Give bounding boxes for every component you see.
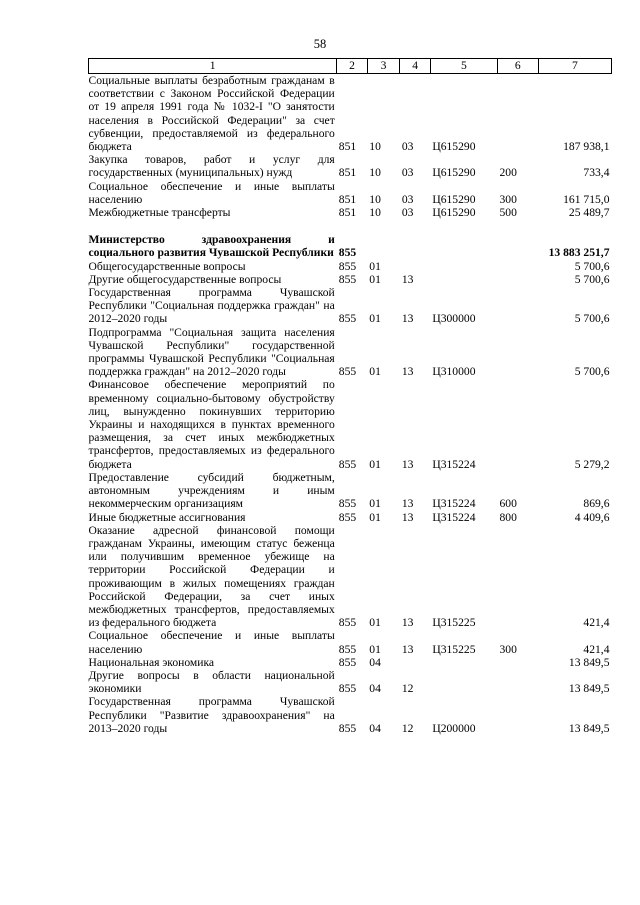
subsection-code: 03 bbox=[401, 192, 414, 206]
section-code: 04 bbox=[369, 655, 381, 669]
row-title: Иные бюджетные ассигнования bbox=[88, 510, 246, 524]
section-code: 10 bbox=[369, 166, 381, 180]
amount: 161 715,0 bbox=[563, 192, 610, 206]
expense-type-code: 800 bbox=[499, 510, 517, 524]
ministry-code: 851 bbox=[338, 206, 357, 220]
row-title: Другие вопросы в области национальной экономики bbox=[88, 668, 335, 696]
amount: 869,6 bbox=[583, 497, 610, 511]
amount: 421,4 bbox=[583, 642, 610, 656]
amount: 13 883 251,7 bbox=[548, 246, 610, 260]
subsection-code bbox=[400, 260, 431, 273]
amount: 13 849,5 bbox=[568, 721, 610, 735]
column-header: 7 bbox=[538, 59, 611, 74]
table-row bbox=[89, 511, 612, 524]
ministry-code: 855 bbox=[338, 682, 357, 696]
ministry-code: 855 bbox=[338, 272, 357, 286]
table-row bbox=[89, 629, 612, 655]
target-article-code: Ц615290 bbox=[432, 192, 476, 206]
target-article-code: Ц200000 bbox=[432, 721, 476, 735]
target-article-code bbox=[430, 669, 497, 695]
ministry-code: 855 bbox=[338, 655, 357, 669]
amount: 13 849,5 bbox=[568, 655, 610, 669]
expense-type-code: 300 bbox=[499, 192, 517, 206]
expense-type-code bbox=[497, 524, 538, 630]
subsection-code bbox=[400, 656, 431, 669]
target-article-code bbox=[430, 260, 497, 273]
amount: 25 489,7 bbox=[568, 206, 610, 220]
section-code: 01 bbox=[369, 312, 381, 326]
budget-table bbox=[88, 58, 612, 735]
subsection-code: 13 bbox=[401, 312, 414, 326]
table-row bbox=[89, 233, 612, 259]
section-code: 04 bbox=[369, 682, 381, 696]
target-article-code: Ц315225 bbox=[432, 642, 476, 656]
table-row bbox=[89, 669, 612, 695]
row-title: Оказание адресной финансовой помощи гражданам Украины, имеющим статус беженца или получившим временное убежище на территории Российской Федерации и проживающим в жилых помещениях граждан Российской Федерации, за счет иных межбюджетных трансфертов, предоставляемых из федерального бюджета bbox=[88, 523, 335, 630]
expense-type-code bbox=[497, 378, 538, 470]
subsection-code: 12 bbox=[401, 682, 414, 696]
expense-type-code: 500 bbox=[499, 206, 517, 220]
ministry-code: 851 bbox=[338, 192, 357, 206]
expense-type-code bbox=[497, 233, 538, 259]
page-number: 58 bbox=[313, 37, 327, 51]
target-article-code: Ц315224 bbox=[432, 497, 476, 511]
subsection-code: 13 bbox=[401, 272, 414, 286]
table-body bbox=[89, 74, 612, 735]
table-row bbox=[89, 153, 612, 179]
row-title: Финансовое обеспечение мероприятий по временному социально-бытовому обустройству лиц, вынужденно покинувших территорию Украины и находящихся в пунктах временного размещения, за счет иных межбюджетных трансфертов, предоставляемых из федерального бюджета bbox=[88, 378, 335, 471]
target-article-code: Ц315224 bbox=[432, 510, 476, 524]
section-code: 01 bbox=[369, 365, 381, 379]
ministry-code: 855 bbox=[338, 497, 357, 511]
subsection-code: 03 bbox=[401, 140, 414, 154]
section-code: 01 bbox=[369, 616, 381, 630]
ministry-code: 851 bbox=[338, 166, 357, 180]
expense-type-code bbox=[497, 326, 538, 379]
subsection-code: 13 bbox=[401, 365, 414, 379]
subsection-code: 13 bbox=[401, 616, 414, 630]
column-header: 2 bbox=[337, 59, 368, 74]
table-row bbox=[89, 286, 612, 326]
table-row bbox=[89, 656, 612, 669]
table-row bbox=[89, 180, 612, 206]
amount: 5 700,6 bbox=[574, 312, 610, 326]
target-article-code: Ц300000 bbox=[432, 312, 476, 326]
ministry-code: 855 bbox=[338, 642, 357, 656]
target-article-code: Ц615290 bbox=[432, 140, 476, 154]
row-title: Другие общегосударственные вопросы bbox=[88, 272, 282, 286]
table-row bbox=[89, 471, 612, 511]
column-header: 3 bbox=[367, 59, 400, 74]
subsection-code: 13 bbox=[401, 642, 414, 656]
section-code: 04 bbox=[369, 721, 381, 735]
amount: 5 279,2 bbox=[574, 457, 610, 471]
ministry-code: 855 bbox=[338, 365, 357, 379]
section-code: 01 bbox=[369, 272, 381, 286]
target-article-code: Ц615290 bbox=[432, 166, 476, 180]
row-title: Национальная экономика bbox=[88, 655, 215, 669]
expense-type-code bbox=[497, 260, 538, 273]
target-article-code: Ц615290 bbox=[432, 206, 476, 220]
expense-type-code bbox=[497, 273, 538, 286]
ministry-code: 855 bbox=[338, 259, 357, 273]
subsection-code: 03 bbox=[401, 206, 414, 220]
column-header: 6 bbox=[497, 59, 538, 74]
table-row bbox=[89, 273, 612, 286]
table-row bbox=[89, 378, 612, 470]
expense-type-code bbox=[497, 669, 538, 695]
expense-type-code bbox=[497, 74, 538, 154]
expense-type-code bbox=[497, 695, 538, 735]
ministry-code: 855 bbox=[338, 616, 357, 630]
amount: 4 409,6 bbox=[574, 510, 610, 524]
section-code: 01 bbox=[369, 642, 381, 656]
amount: 733,4 bbox=[583, 166, 610, 180]
subsection-code: 13 bbox=[401, 457, 414, 471]
amount: 13 849,5 bbox=[568, 682, 610, 696]
row-title: Общегосударственные вопросы bbox=[88, 259, 246, 273]
row-title: Предоставление субсидий бюджетным, автономным учреждениям и иным некоммерческим организациям bbox=[88, 470, 335, 511]
expense-type-code: 600 bbox=[499, 497, 517, 511]
amount: 5 700,6 bbox=[574, 259, 610, 273]
subsection-code: 12 bbox=[401, 721, 414, 735]
row-title: Министерство здравоохранения и социального развития Чувашской Республики bbox=[88, 233, 335, 260]
table-header-row bbox=[89, 59, 612, 74]
row-title: Закупка товаров, работ и услуг для государственных (муниципальных) нужд bbox=[88, 153, 335, 180]
section-code: 10 bbox=[369, 192, 381, 206]
section-code: 01 bbox=[369, 510, 381, 524]
spacer-cell bbox=[89, 219, 612, 233]
target-article-code: Ц315225 bbox=[432, 616, 476, 630]
section-code: 01 bbox=[369, 457, 381, 471]
ministry-code: 855 bbox=[338, 510, 357, 524]
column-header: 4 bbox=[400, 59, 431, 74]
target-article-code bbox=[430, 273, 497, 286]
table-row bbox=[89, 260, 612, 273]
subsection-code bbox=[400, 233, 431, 259]
table-row bbox=[89, 524, 612, 630]
row-title: Социальное обеспечение и иные выплаты населению bbox=[88, 179, 335, 206]
section-code: 10 bbox=[369, 206, 381, 220]
table-row bbox=[89, 74, 612, 154]
amount: 5 700,6 bbox=[574, 272, 610, 286]
table-row bbox=[89, 695, 612, 735]
column-header: 5 bbox=[430, 59, 497, 74]
amount: 421,4 bbox=[583, 616, 610, 630]
row-title: Социальное обеспечение и иные выплаты населению bbox=[88, 629, 335, 656]
section-code: 01 bbox=[369, 259, 381, 273]
expense-type-code: 200 bbox=[499, 166, 517, 180]
expense-type-code bbox=[497, 286, 538, 326]
ministry-code: 855 bbox=[338, 721, 357, 735]
ministry-code: 851 bbox=[338, 140, 357, 154]
subsection-code: 13 bbox=[401, 510, 414, 524]
target-article-code bbox=[430, 233, 497, 259]
subsection-code: 03 bbox=[401, 166, 414, 180]
subsection-code: 13 bbox=[401, 497, 414, 511]
table-row bbox=[89, 326, 612, 379]
section-code: 01 bbox=[369, 497, 381, 511]
row-title: Социальные выплаты безработным гражданам в соответствии с Законом Российской Федерации от 19 апреля 1991 года № 1032-I "О занятости населения в Российской Федерации" за счет субвенции, предоставляемой из федерального бюджета bbox=[88, 74, 335, 154]
section-code bbox=[367, 233, 400, 259]
row-title: Межбюджетные трансферты bbox=[88, 206, 231, 220]
table-row bbox=[89, 206, 612, 219]
ministry-code: 855 bbox=[338, 457, 357, 471]
amount: 187 938,1 bbox=[563, 140, 610, 154]
ministry-code: 855 bbox=[338, 312, 357, 326]
expense-type-code: 300 bbox=[499, 642, 517, 656]
column-header: 1 bbox=[89, 59, 337, 74]
ministry-code: 855 bbox=[338, 246, 357, 260]
row-title: Подпрограмма "Социальная защита населения Чувашской Республики" государственной программы Чувашской Республики "Социальная поддержка граждан" на 2012–2020 годы bbox=[88, 325, 335, 379]
target-article-code bbox=[430, 656, 497, 669]
spacer-row bbox=[89, 219, 612, 233]
amount: 5 700,6 bbox=[574, 365, 610, 379]
row-title: Государственная программа Чувашской Республики "Развитие здравоохранения" на 2013–2020 годы bbox=[88, 695, 335, 735]
expense-type-code bbox=[497, 656, 538, 669]
target-article-code: Ц310000 bbox=[432, 365, 476, 379]
row-title: Государственная программа Чувашской Республики "Социальная поддержка граждан" на 2012–2020 годы bbox=[88, 286, 335, 326]
target-article-code: Ц315224 bbox=[432, 457, 476, 471]
section-code: 10 bbox=[369, 140, 381, 154]
